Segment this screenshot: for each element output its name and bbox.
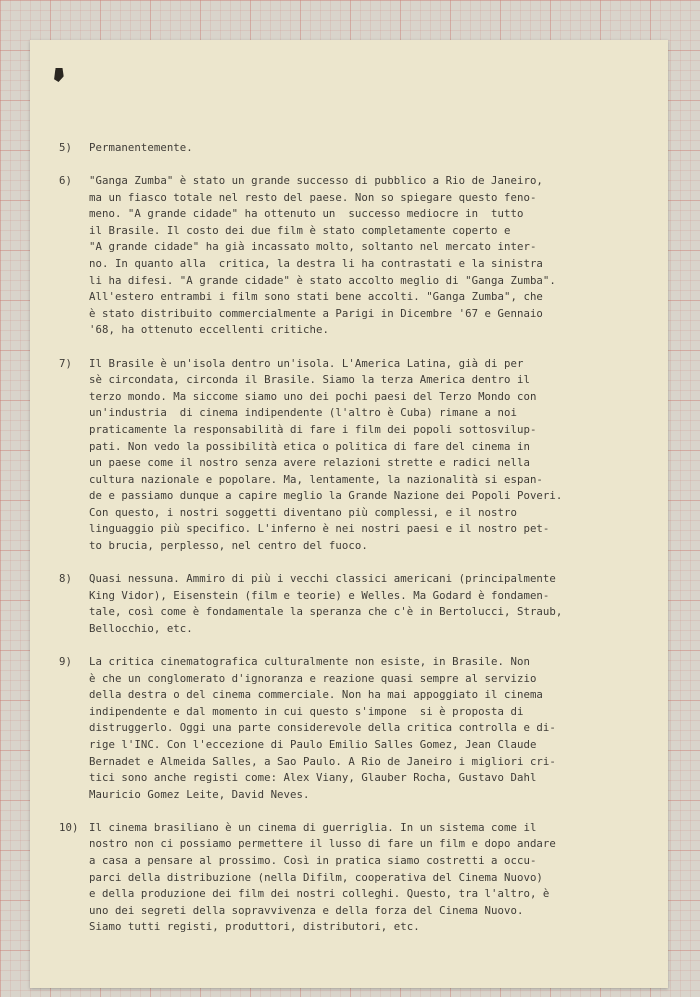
- text-line: La critica cinematografica culturalmente non esiste, in Brasile. Non: [89, 655, 530, 669]
- text-line: Bellocchio, etc.: [89, 621, 193, 635]
- text-line: to brucia, perplesso, nel centro del fuoco.: [89, 539, 368, 553]
- text-line: Il cinema brasiliano è un cinema di guerriglia. In un sistema come il: [89, 820, 537, 834]
- text-line: "A grande cidade" ha già incassato molto, soltanto nel mercato inter-: [89, 240, 537, 254]
- text-line: un'industria di cinema indipendente (l'altro è Cuba) rimane a noi: [89, 406, 517, 420]
- answer-text: [89, 140, 629, 157]
- text-line: è che un conglomerato d'ignoranza e reazione quasi sempre al servizio: [89, 671, 537, 685]
- text-line: sè circondata, circonda il Brasile. Siamo la terza America dentro il: [89, 373, 530, 387]
- text-line: ma un fiasco totale nel resto del paese. Non so spiegare questo feno-: [89, 190, 537, 204]
- answer-item: [59, 356, 629, 555]
- text-line: li ha difesi. "A grande cidade" è stato accolto meglio di "Ganga Zumba".: [89, 273, 556, 287]
- text-line: nostro non ci possiamo permettere il lusso di fare un film e dopo andare: [89, 837, 556, 851]
- text-line: è stato distribuito commercialmente a Parigi in Dicembre '67 e Gennaio: [89, 306, 543, 320]
- answer-item: [59, 140, 629, 157]
- text-line: praticamente la responsabilità di fare i film dei popoli sottosvilup-: [89, 422, 537, 436]
- answer-item: [59, 820, 629, 936]
- text-line: tale, così come è fondamentale la speranza che c'è in Bertolucci, Straub,: [89, 605, 563, 619]
- answer-text: [89, 820, 629, 936]
- answer-number: 8): [59, 572, 72, 586]
- text-line: parci della distribuzione (nella Difilm, cooperativa del Cinema Nuovo): [89, 870, 543, 884]
- answer-number: 10): [59, 820, 79, 834]
- text-line: Mauricio Gomez Leite, David Neves.: [89, 787, 310, 801]
- text-line: King Vidor), Eisenstein (film e teorie) e Welles. Ma Godard è fondamen-: [89, 588, 550, 602]
- text-line: no. In quanto alla critica, la destra li ha contrastati e la sinistra: [89, 257, 543, 271]
- text-line: cultura nazionale e popolare. Ma, lentamente, la nazionalità si espan-: [89, 472, 543, 486]
- answer-text: [89, 356, 629, 555]
- text-line: distruggerlo. Oggi una parte considerevole della critica controlla e di-: [89, 721, 556, 735]
- answer-number: 9): [59, 655, 72, 669]
- answer-text: [89, 173, 629, 339]
- text-line: Quasi nessuna. Ammiro di più i vecchi classici americani (principalmente: [89, 572, 556, 586]
- text-line: Il Brasile è un'isola dentro un'isola. L'America Latina, già di per: [89, 356, 524, 370]
- text-line: della destra o del cinema commerciale. Non ha mai appoggiato il cinema: [89, 688, 543, 702]
- text-line: a casa a pensare al prossimo. Così in pratica siamo costretti a occu-: [89, 854, 537, 868]
- answer-text: [89, 654, 629, 803]
- text-line: pati. Non vedo la possibilità etica o politica di fare del cinema in: [89, 439, 530, 453]
- answer-item: [59, 571, 629, 637]
- text-line: Permanentemente.: [89, 141, 193, 154]
- text-line: de e passiamo dunque a capire meglio la Grande Nazione dei Popoli Poveri.: [89, 489, 563, 503]
- text-line: Siamo tutti registi, produttori, distributori, etc.: [89, 920, 420, 934]
- text-line: rige l'INC. Con l'eccezione di Paulo Emilio Salles Gomez, Jean Claude: [89, 738, 537, 751]
- answer-number: 5): [59, 141, 72, 154]
- text-line: e della produzione dei film dei nostri colleghi. Questo, tra l'altro, è: [89, 887, 550, 901]
- text-line: indipendente e dal momento in cui questo s'impone si è proposta di: [89, 704, 524, 718]
- text-line: "Ganga Zumba" è stato un grande successo di pubblico a Rio de Janeiro,: [89, 174, 543, 188]
- text-line: Con questo, i nostri soggetti diventano più complessi, e il nostro: [89, 505, 517, 519]
- text-line: tici sono anche registi come: Alex Viany, Glauber Rocha, Gustavo Dahl: [89, 771, 537, 785]
- text-line: uno dei segreti della sopravvivenza e della forza del Cinema Nuovo.: [89, 903, 524, 917]
- text-line: linguaggio più specifico. L'inferno è nei nostri paesi e il nostro pet-: [89, 522, 550, 536]
- text-line: un paese come il nostro senza avere relazioni strette e radici nella: [89, 456, 530, 470]
- text-line: meno. "A grande cidade" ha ottenuto un successo mediocre in tutto: [89, 207, 524, 221]
- corner-ink-mark: [53, 68, 66, 82]
- answer-text: [89, 571, 629, 637]
- answer-item: [59, 654, 629, 803]
- text-line: '68, ha ottenuto eccellenti critiche.: [89, 323, 329, 337]
- text-line: All'estero entrambi i film sono stati bene accolti. "Ganga Zumba", che: [89, 290, 543, 304]
- text-line: il Brasile. Il costo dei due film è stato completamente coperto e: [89, 223, 511, 237]
- text-line: Bernadet e Almeida Salles, a Sao Paulo. A Rio de Janeiro i migliori cri-: [89, 754, 556, 768]
- answer-number: 7): [59, 356, 72, 370]
- text-line: terzo mondo. Ma siccome siamo uno dei pochi paesi del Terzo Mondo con: [89, 389, 537, 403]
- answer-number: 6): [59, 174, 72, 188]
- document-body: [59, 140, 629, 953]
- answer-item: [59, 173, 629, 339]
